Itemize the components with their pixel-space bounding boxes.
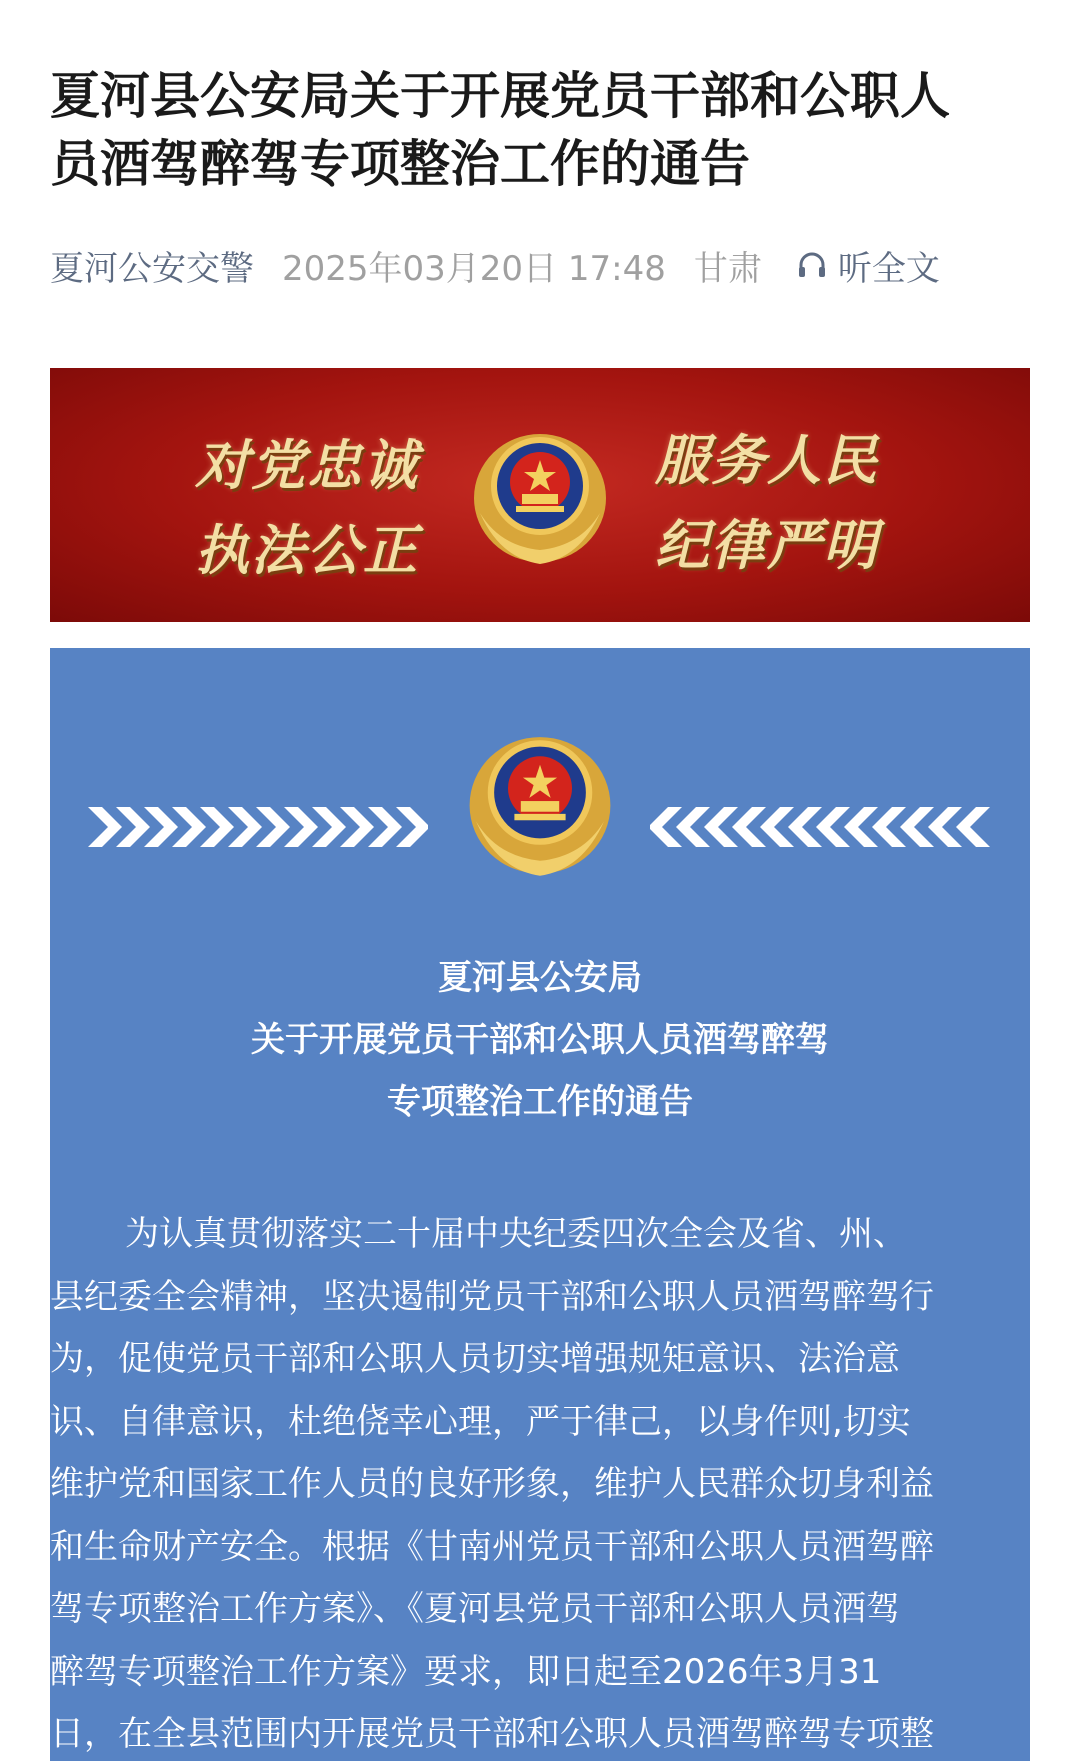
chevron-right-decoration-icon (88, 803, 428, 851)
article-meta (50, 240, 1050, 290)
body-line: 驾专项整治工作方案》、《夏河县党员干部和公职人员酒驾 (50, 1589, 900, 1629)
body-line: 为，促使党员干部和公职人员切实增强规矩意识、法治意 (50, 1339, 900, 1379)
body-line: 醉驾专项整治工作方案》要求，即日起至2026年3月31 (50, 1651, 882, 1692)
publish-date: 2025年03月20日 17:48 (282, 248, 666, 289)
notice-panel (50, 648, 1030, 1761)
title-line-1: 夏河县公安局关于开展党员干部和公职人 (50, 67, 950, 125)
listen-full-text-button[interactable] (796, 241, 940, 290)
headphones-icon (796, 249, 828, 281)
slogan-serve-people: 服务人民 (655, 428, 879, 492)
article-title (50, 62, 1030, 198)
notice-body (50, 1203, 1030, 1761)
police-emblem-icon (470, 418, 610, 568)
body-line: 识、自律意识，杜绝侥幸心理，严于律己，以身作则,切实 (50, 1401, 911, 1442)
slogan-banner-image (50, 368, 1030, 622)
body-line: 维护党和国家工作人员的良好形象，维护人民群众切身利益 (50, 1464, 934, 1504)
region-label: 甘肃 (693, 248, 762, 289)
slogan-loyalty: 对党忠诚 (195, 433, 419, 497)
title-line-2: 员酒驾醉驾专项整治工作的通告 (50, 135, 750, 193)
notice-heading-title: 专项整治工作的通告 (387, 1082, 693, 1122)
chevron-left-decoration-icon (650, 803, 990, 851)
notice-heading-issuer: 夏河县公安局 (438, 958, 642, 998)
body-line: 日，在全县范围内开展党员干部和公职人员酒驾醉驾专项整 (50, 1714, 934, 1754)
notice-heading-subject: 关于开展党员干部和公职人员酒驾醉驾 (251, 1020, 829, 1060)
source-account-link[interactable]: 夏河公安交警 (50, 248, 254, 289)
listen-label: 听全文 (837, 248, 940, 289)
slogan-discipline: 纪律严明 (655, 513, 879, 577)
body-line: 为认真贯彻落实二十届中央纪委四次全会及省、州、 (125, 1214, 907, 1254)
body-line: 和生命财产安全。根据《甘南州党员干部和公职人员酒驾醉 (50, 1526, 934, 1567)
body-line: 县纪委全会精神，坚决遏制党员干部和公职人员酒驾醉驾行 (50, 1276, 934, 1317)
slogan-justice: 执法公正 (195, 518, 419, 582)
police-emblem-icon (465, 720, 615, 880)
